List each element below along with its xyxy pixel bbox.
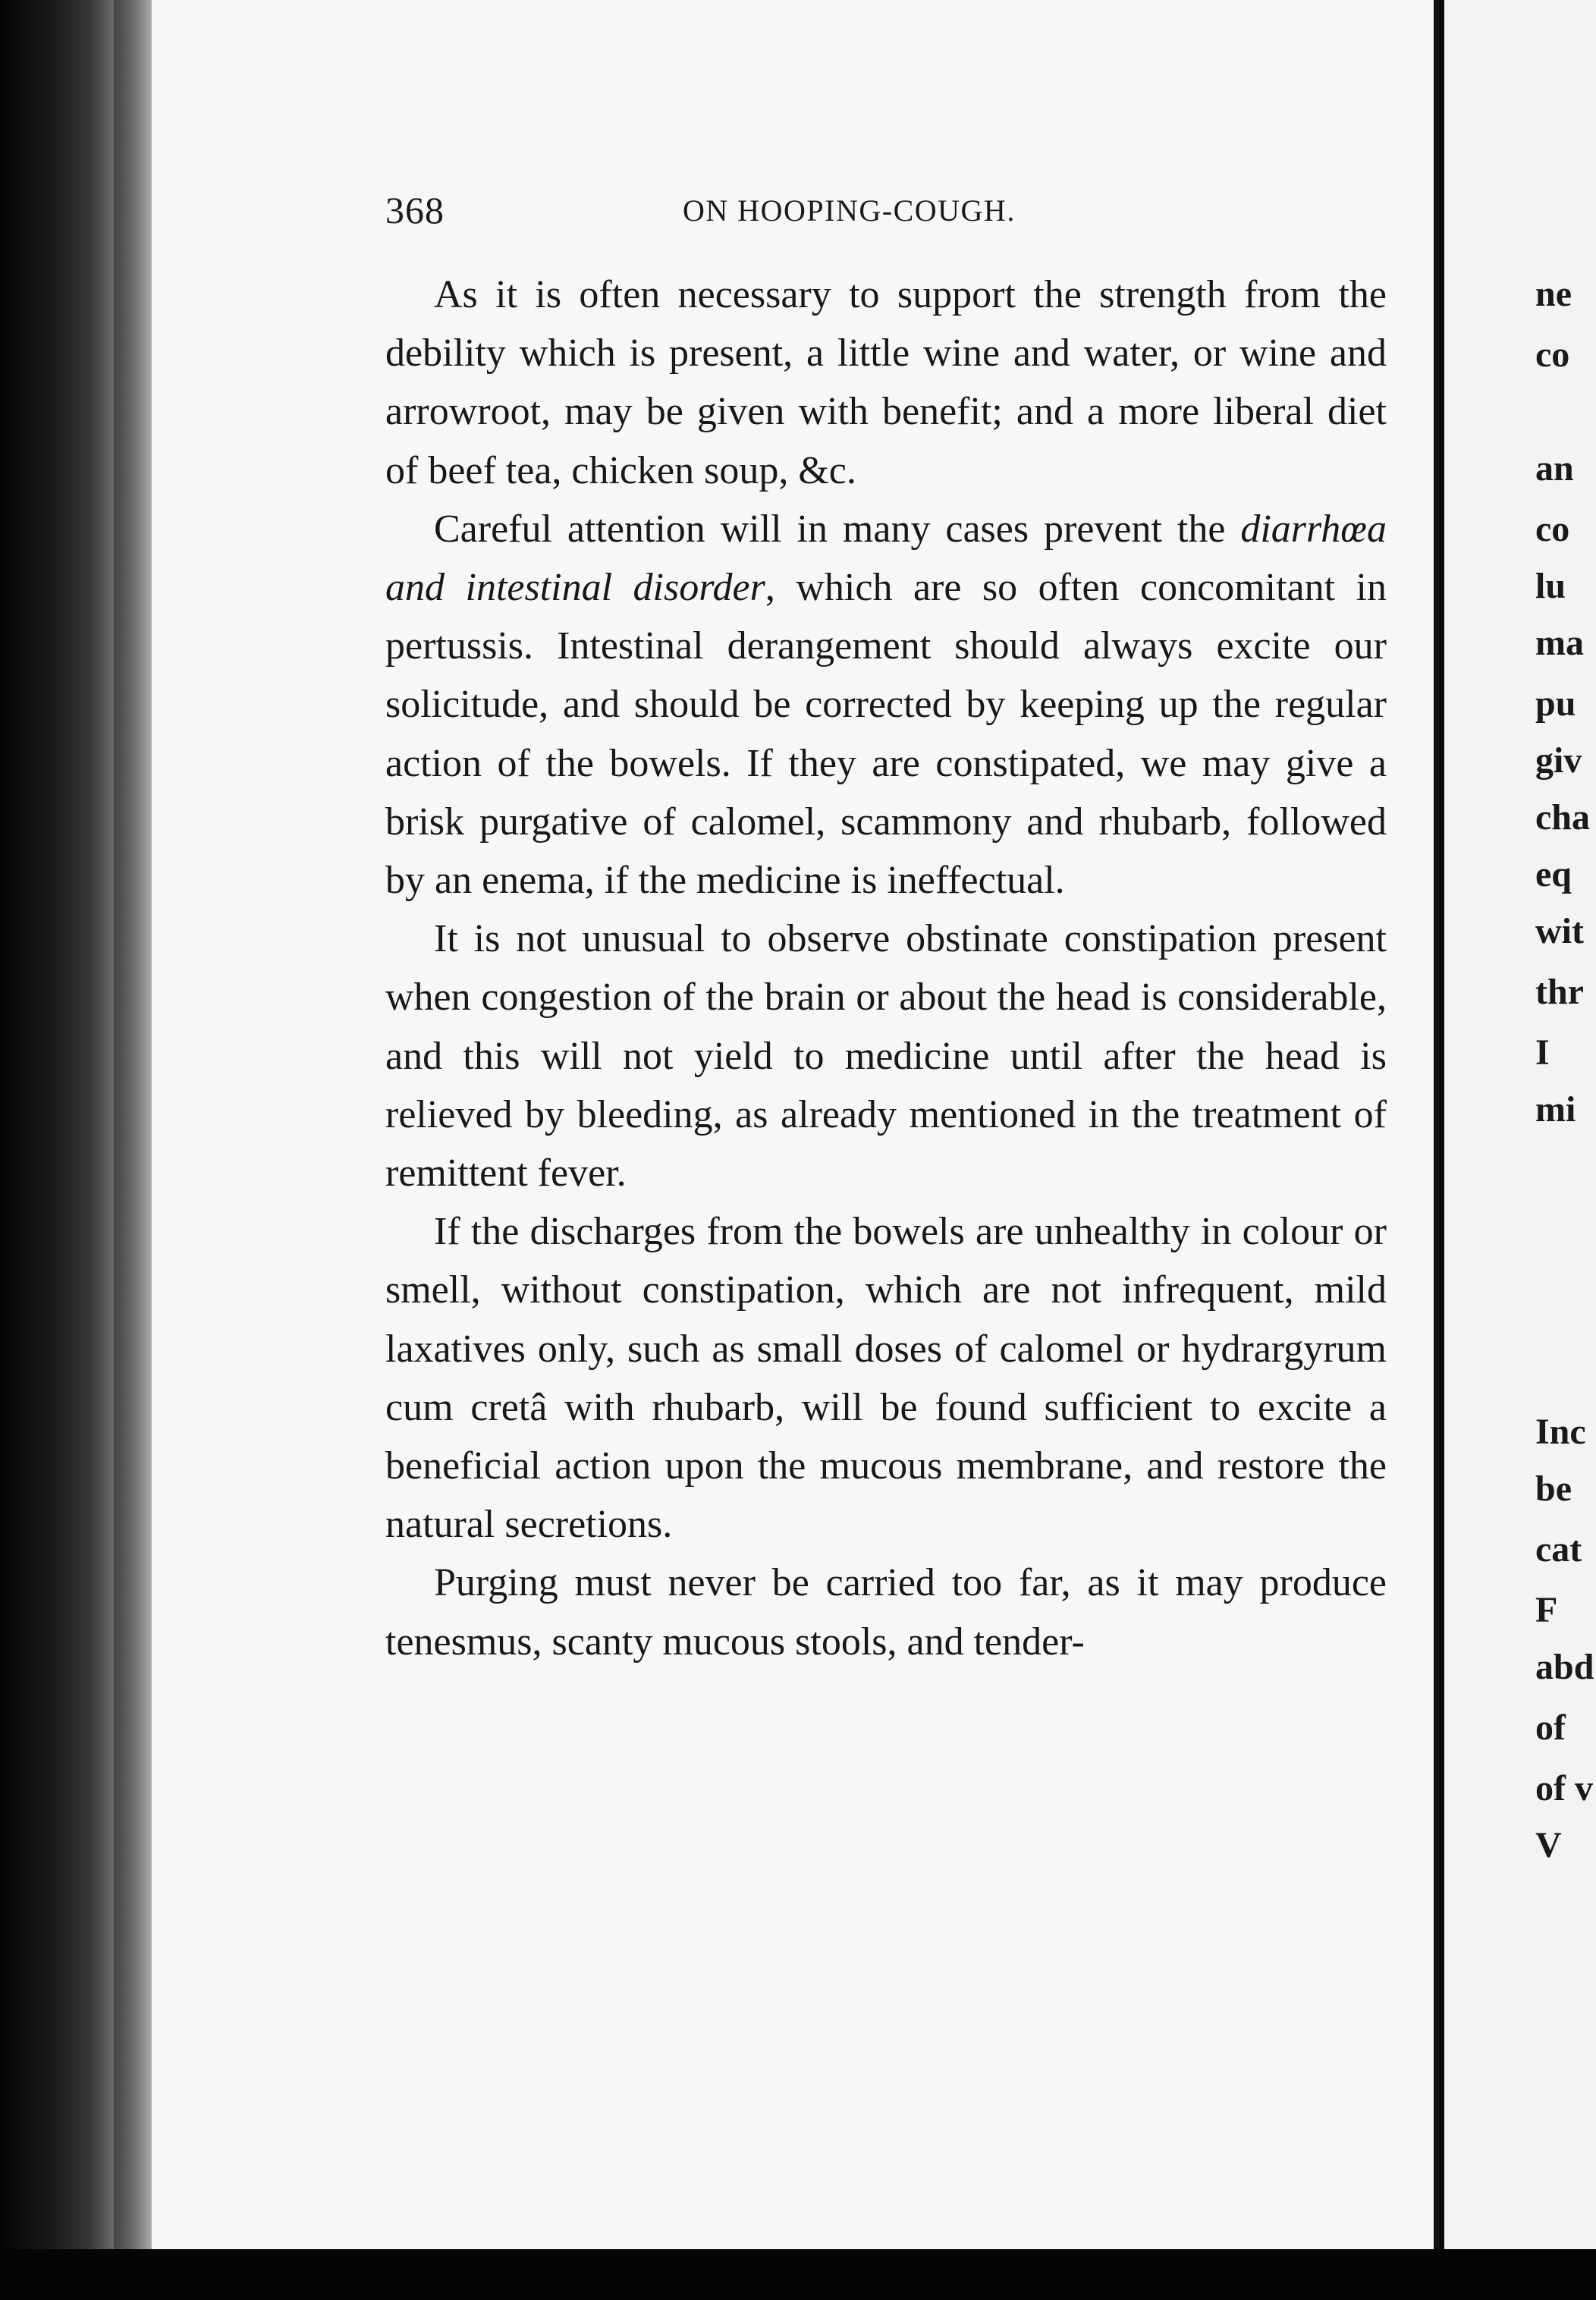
page-header <box>385 188 1387 241</box>
facing-page-fragment: mi <box>1535 1089 1576 1130</box>
paragraph-1: As it is often necessary to support the strength from the debility which is present, a little wine and water, or wine and arrowroot, may be given with benefit; and a more liberal diet of beef tea, chicken soup, &c. <box>385 273 1387 492</box>
facing-page-fragment: giv <box>1535 740 1582 781</box>
facing-page-fragment: abd <box>1535 1647 1594 1687</box>
facing-page-fragment: cat <box>1535 1529 1582 1569</box>
page-edge <box>1434 0 1440 2300</box>
paragraph-2-end: , which are so often concomitant in pertussis. Intestinal derangement should always excite our solicitude, and should be corrected by keeping up the regular action of the bowels. If they are constipated, we may give a brisk purgative of calomel, scammony and rhubarb, followed by an enema, if the medicine is ineffectual. <box>385 566 1387 903</box>
paragraph-2 <box>385 500 1387 910</box>
facing-page-fragment: eq <box>1535 854 1572 894</box>
facing-page-fragment: wit <box>1535 911 1584 951</box>
facing-page-fragment: co <box>1535 509 1570 549</box>
facing-page-fragment: F <box>1535 1590 1558 1630</box>
facing-page-fragment: Inc <box>1535 1412 1586 1452</box>
facing-page-fragment: ma <box>1535 623 1584 663</box>
facing-page-fragment: ne <box>1535 274 1572 314</box>
running-head: ON HOOPING-COUGH. <box>683 193 1016 228</box>
facing-page-fragment: lu <box>1535 566 1566 606</box>
facing-page-fragment: of v <box>1535 1768 1593 1808</box>
facing-page-fragment: co <box>1535 335 1570 375</box>
facing-page <box>1444 0 1596 2249</box>
body-text <box>385 266 1387 1671</box>
paragraph-4: If the discharges from the bowels are unhealthy in colour or smell, without constipation, which are not infrequent, mild laxatives only, such as small doses of calomel or hydrargyrum cum cretâ with rhubarb, will be found sufficient to excite a beneficial action upon the mucous membrane, and restore the natural secretions. <box>385 1210 1387 1547</box>
paragraph-3: It is not unusual to observe obstinate constipation present when congestion of the brain or about the head is considerable, and this will not yield to medicine until after the head is relieved by bleeding, as already mentioned in the treatment of remittent fever. <box>385 917 1387 1196</box>
italic-phrase: diarrhœa and intestinal disorder <box>385 507 1387 610</box>
page-number: 368 <box>385 189 445 231</box>
paragraph-5: Purging must never be carried too far, as it may produce tenesmus, scanty mucous stools, and tender- <box>385 1561 1387 1664</box>
facing-page-fragment: V <box>1535 1825 1562 1865</box>
facing-page-fragment: an <box>1535 448 1574 489</box>
facing-page-fragment: thr <box>1535 972 1584 1012</box>
facing-page-fragment: pu <box>1535 683 1576 724</box>
facing-page-fragment: of <box>1535 1708 1566 1748</box>
paragraph-2-start: Careful attention will in many cases prevent the <box>434 507 1241 551</box>
facing-page-fragment: cha <box>1535 797 1590 837</box>
scan-bottom-border <box>0 2249 1596 2300</box>
facing-page-fragment: I <box>1535 1032 1550 1073</box>
facing-page-fragment: be <box>1535 1469 1572 1509</box>
